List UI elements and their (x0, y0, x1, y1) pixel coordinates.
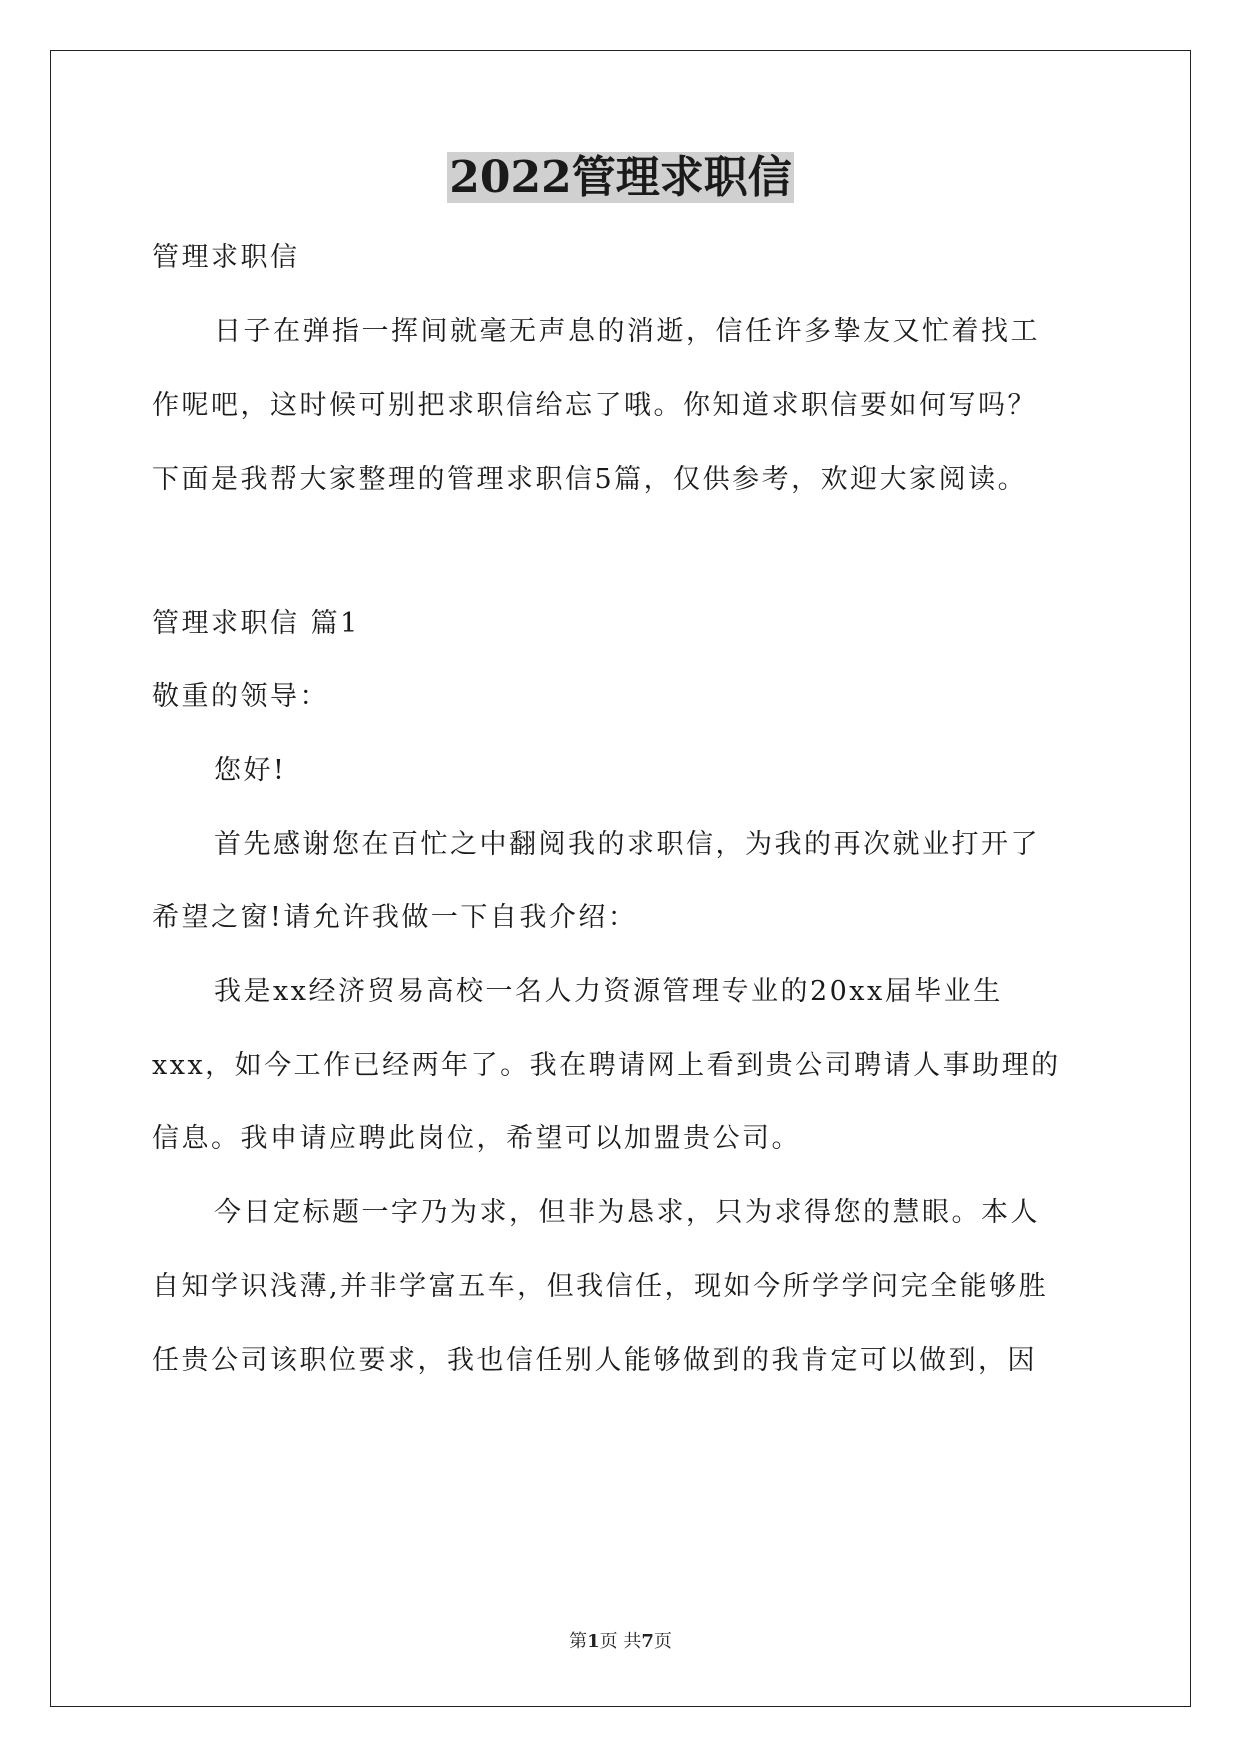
footer-suffix: 页 (653, 1631, 672, 1652)
document-heading: 管理求职信 (152, 242, 300, 273)
footer-total-pages: 7 (641, 1631, 654, 1652)
footer-page-number: 1 (587, 1631, 600, 1652)
paragraph-line: 首先感谢您在百忙之中翻阅我的求职信，为我的再次就业打开了 (214, 829, 1040, 860)
footer-middle: 页 共 (599, 1631, 642, 1652)
paragraph-line: 希望之窗!请允许我做一下自我介绍： (152, 902, 638, 933)
intro-line: 日子在弹指一挥间就毫无声息的消逝，信任许多挚友又忙着找工 (214, 316, 1040, 347)
paragraph-line: 我是xx经济贸易高校一名人力资源管理专业的20xx届毕业生 (214, 976, 1003, 1007)
paragraph-line: xxx，如今工作已经两年了。我在聘请网上看到贵公司聘请人事助理的 (152, 1050, 1061, 1081)
page-border (50, 50, 1191, 1707)
paragraph-line: 自知学识浅薄,并非学富五车，但我信任，现如今所学学问完全能够胜 (152, 1271, 1049, 1302)
salutation: 敬重的领导： (152, 681, 329, 712)
page-footer (0, 1627, 1241, 1653)
paragraph-line: 今日定标题一字乃为求，但非为恳求，只为求得您的慧眼。本人 (214, 1197, 1040, 1228)
intro-line: 下面是我帮大家整理的管理求职信5篇，仅供参考，欢迎大家阅读。 (152, 464, 1028, 495)
greeting: 您好! (214, 755, 287, 786)
paragraph-line: 任贵公司该职位要求，我也信任别人能够做到的我肯定可以做到，因 (152, 1345, 1037, 1376)
section-title: 管理求职信 篇1 (152, 608, 360, 639)
paragraph-line: 信息。我申请应聘此岗位，希望可以加盟贵公司。 (152, 1123, 801, 1154)
intro-line: 作呢吧，这时候可别把求职信给忘了哦。你知道求职信要如何写吗？ (152, 390, 1037, 421)
footer-prefix: 第 (569, 1631, 588, 1652)
document-title (0, 148, 1241, 208)
title-text: 2022管理求职信 (449, 152, 792, 203)
